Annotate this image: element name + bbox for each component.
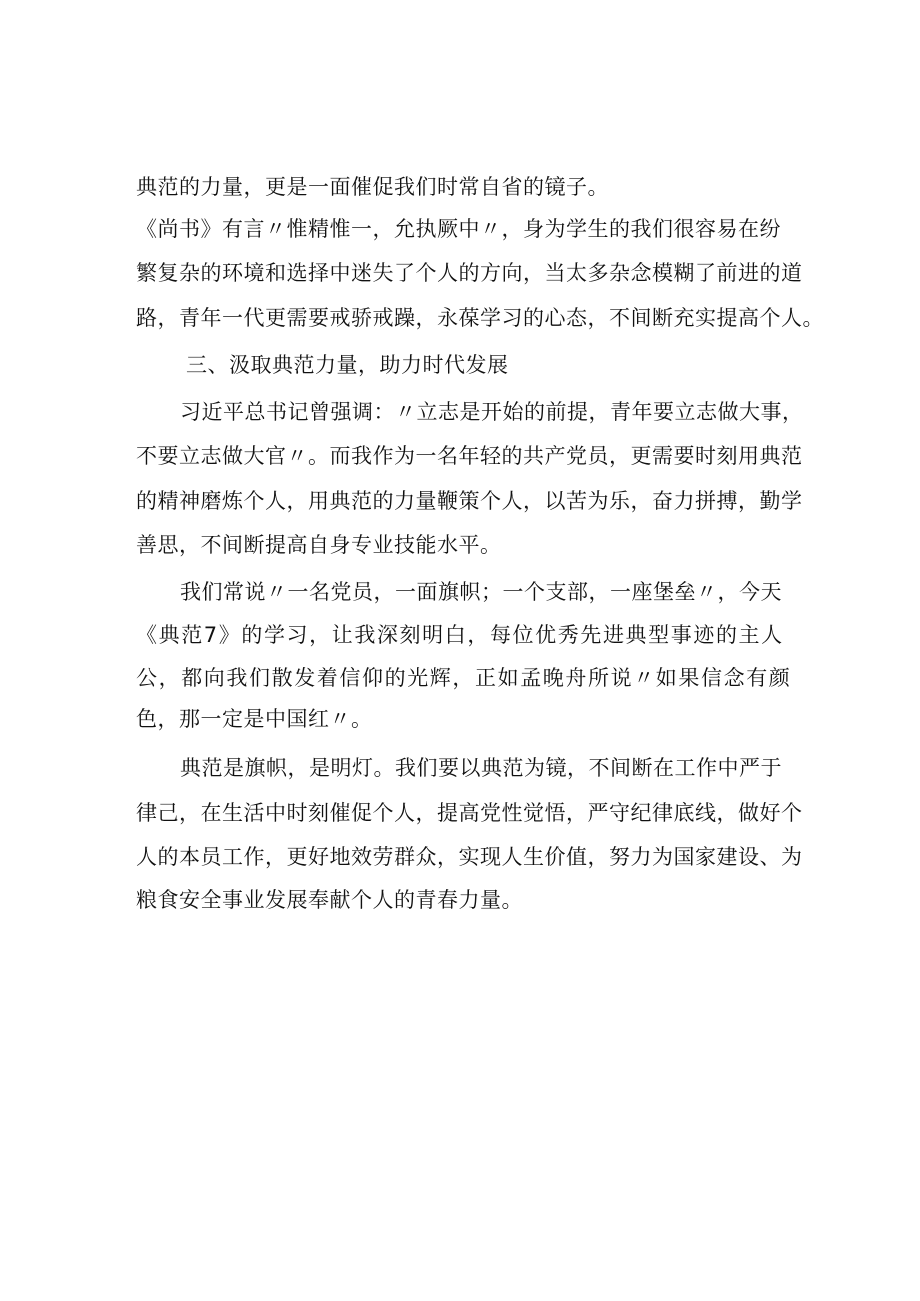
section-heading: 三、汲取典范力量，助力时代发展 [186,353,509,377]
paragraph-line: 的精神磨炼个人，用典范的力量鞭策个人，以苦为乐，奋力拼搏，勤学 [136,489,803,513]
paragraph-line: 色，那一定是中国红〃。 [136,707,373,731]
paragraph-line: 律己，在生活中时刻催促个人，提高党性觉悟，严守纪律底线，做好个 [136,801,803,825]
paragraph-line: 善思，不间断提高自身专业技能水平。 [136,533,502,557]
paragraph-line: 我们常说〃一名党员，一面旗帜；一个支部，一座堡垒〃，今天 [180,580,782,604]
paragraph-line: 繁复杂的环境和选择中迷失了个人的方向，当太多杂念模糊了前进的道 [136,261,803,285]
paragraph-line: 《典范7》的学习，让我深刻明白，每位优秀先进典型事迹的主人 [136,623,784,647]
paragraph-line: 不要立志做大官〃。而我作为一名年轻的共产党员，更需要时刻用典范 [136,444,803,468]
paragraph-line: 《尚书》有言〃惟精惟一，允执厥中〃，身为学生的我们很容易在纷 [136,217,781,241]
paragraph-line: 习近平总书记曾强调：〃立志是开始的前提，青年要立志做大事， [180,400,804,424]
paragraph-line: 人的本员工作，更好地效劳群众，实现人生价值，努力为国家建设、为 [136,845,803,869]
paragraph-line: 公，都向我们散发着信仰的光辉，正如孟晚舟所说〃如果信念有颜 [136,666,792,690]
paragraph-line: 粮食安全事业发展奉献个人的青春力量。 [136,888,523,912]
paragraph-line: 典范的力量，更是一面催促我们时常自省的镜子。 [136,175,609,199]
paragraph-line: 路，青年一代更需要戒骄戒躁，永葆学习的心态，不间断充实提高个人。 [136,306,824,330]
paragraph-line: 典范是旗帜，是明灯。我们要以典范为镜，不间断在工作中严于 [180,756,782,780]
